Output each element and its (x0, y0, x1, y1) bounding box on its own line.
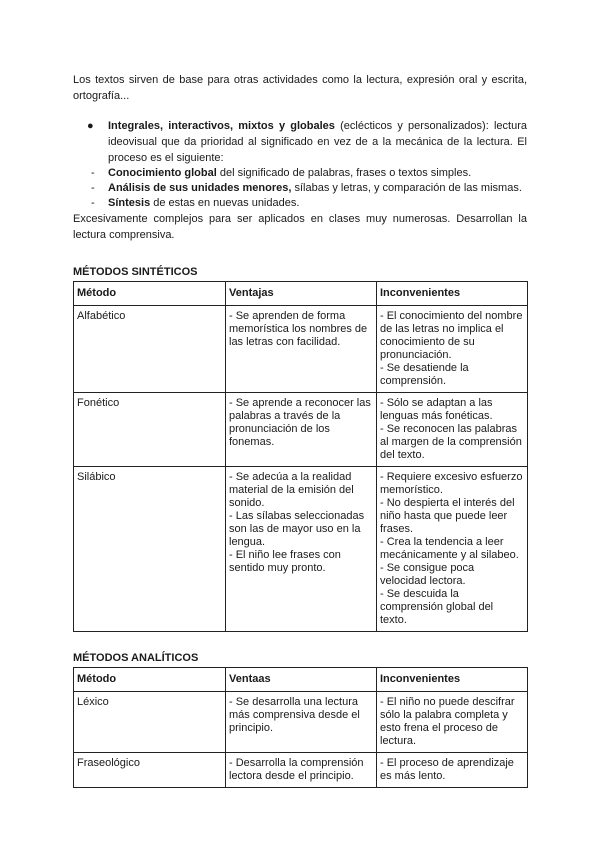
bullet-item (73, 118, 527, 166)
column-header-ventajas: Ventaas (226, 668, 377, 692)
dash-bold-text: Análisis de sus unidades menores, (108, 182, 292, 194)
inconvenientes-cell: - El niño no puede descifrar sólo la palabra completa y esto frena el proceso de lectura. (377, 692, 528, 753)
table-row (74, 467, 528, 632)
column-header-ventajas: Ventajas (226, 282, 377, 306)
bullet-rest-text: (eclécticos y personalizados): lectura ideovisual que da prioridad al significado en vez de a la mecánica de la lectura. El proceso es el siguiente: (108, 120, 527, 164)
inconvenientes-cell: - El proceso de aprendizaje es más lento. (377, 753, 528, 788)
intro-paragraph: Los textos sirven de base para otras actividades como la lectura, expresión oral y escrita, ortografía... (73, 74, 527, 102)
dash-bold-text: Conocimiento global (108, 167, 217, 179)
method-cell: Fonético (74, 393, 226, 467)
section-title-sinteticos: MÉTODOS SINTÉTICOS (73, 266, 198, 278)
dash-marker: - (91, 182, 95, 194)
dash-rest-text: de estas en nuevas unidades. (150, 197, 300, 209)
method-cell: Alfabético (74, 306, 226, 393)
dash-item (73, 181, 527, 196)
dash-text (108, 166, 527, 181)
bullet-bold-text: Integrales, interactivos, mixtos y globales (108, 120, 335, 132)
dash-text (108, 181, 527, 196)
table-row (74, 393, 528, 467)
table-analiticos (73, 667, 528, 788)
table-row (74, 306, 528, 393)
dash-rest-text: del significado de palabras, frases o textos simples. (216, 167, 472, 179)
document-page (73, 72, 527, 788)
inconvenientes-cell: - Sólo se adaptan a las lenguas más fonéticas. - Se reconocen las palabras al margen de la comprensión del texto. (377, 393, 528, 467)
method-cell: Fraseológico (74, 753, 226, 788)
dash-item (73, 196, 527, 211)
column-header-method: Método (74, 668, 226, 692)
bullet-marker: ● (87, 120, 94, 132)
dash-marker: - (91, 197, 95, 209)
dash-bold-text: Síntesis (108, 197, 151, 209)
dash-item (73, 166, 527, 181)
method-cell: Léxico (74, 692, 226, 753)
section-title-analiticos: MÉTODOS ANALÍTICOS (73, 652, 199, 664)
column-header-inconvenientes: Inconvenientes (377, 282, 528, 306)
dash-rest-text: sílabas y letras, y comparación de las mismas. (291, 182, 522, 194)
ventajas-cell: - Se aprende a reconocer las palabras a través de la pronunciación de los fonemas. (226, 393, 377, 467)
ventajas-cell: - Se adecúa a la realidad material de la emisión del sonido. - Las sílabas seleccionadas son las de mayor uso en la lengua. - El niño lee frases con sentido muy pronto. (226, 467, 377, 632)
ventajas-cell: - Desarrolla la comprensión lectora desde el principio. (226, 753, 377, 788)
table-sinteticos (73, 281, 528, 632)
dash-marker: - (91, 167, 95, 179)
inconvenientes-cell: - Requiere excesivo esfuerzo memorístico. - No despierta el interés del niño hasta que puede leer frases. - Crea la tendencia a leer mecánicamente y al silabeo. - Se consigue poca velocidad lectora. - Se descuida la comprensión global del texto. (377, 467, 528, 632)
column-header-method: Método (74, 282, 226, 306)
table-row (74, 753, 528, 788)
ventajas-cell: - Se desarrolla una lectura más comprensiva desde el principio. (226, 692, 377, 753)
ventajas-cell: - Se aprenden de forma memorística los nombres de las letras con facilidad. (226, 306, 377, 393)
method-cell: Silábico (74, 467, 226, 632)
outro-paragraph: Excesivamente complejos para ser aplicados en clases muy numerosas. Desarrollan la lectura comprensiva. (73, 213, 527, 241)
table-header-row (74, 282, 528, 306)
dash-text (108, 196, 527, 211)
bullet-text (108, 118, 527, 166)
table-header-row (74, 668, 528, 692)
inconvenientes-cell: - El conocimiento del nombre de las letras no implica el conocimiento de su pronunciación. - Se desatiende la comprensión. (377, 306, 528, 393)
table-row (74, 692, 528, 753)
column-header-inconvenientes: Inconvenientes (377, 668, 528, 692)
